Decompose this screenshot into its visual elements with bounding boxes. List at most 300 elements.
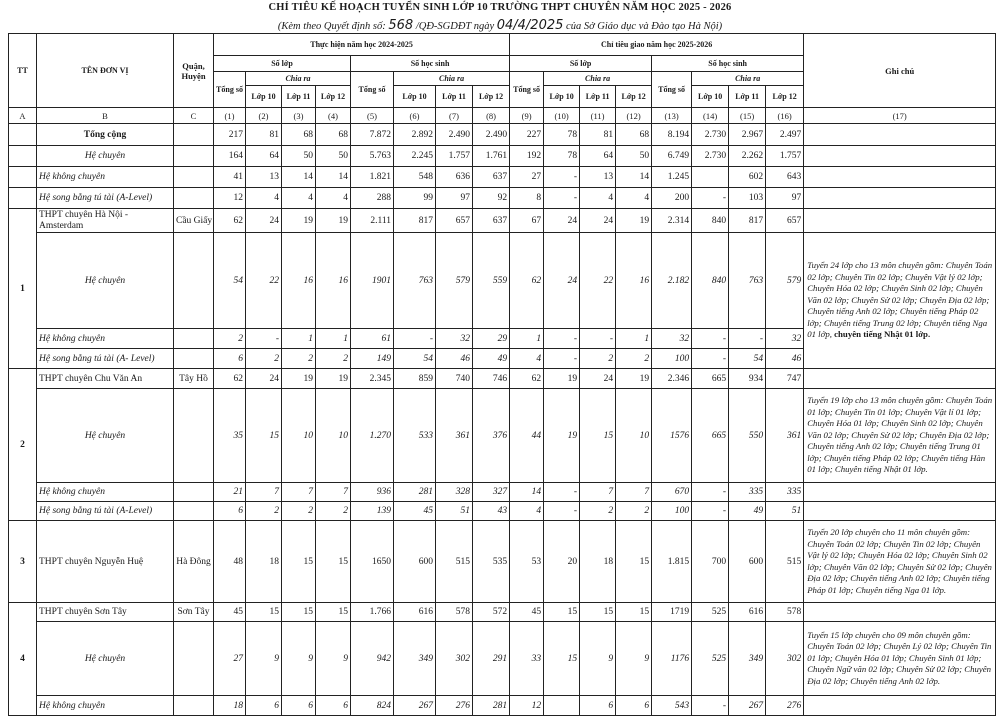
header-tong-so-1: Tổng số bbox=[214, 72, 246, 108]
value-cell-col-2: 18 bbox=[246, 521, 282, 603]
value-cell-col-1: 62 bbox=[214, 209, 246, 233]
value-cell-col-11: 13 bbox=[580, 167, 616, 188]
value-cell-col-12: 7 bbox=[616, 483, 652, 502]
value-cell-col-7: 515 bbox=[436, 521, 473, 603]
note-cell bbox=[804, 369, 996, 389]
page-title: CHỈ TIÊU KẾ HOẠCH TUYỂN SINH LỚP 10 TRƯỜNG THPT CHUYÊN NĂM HỌC 2025 - 2026 bbox=[268, 2, 732, 13]
value-cell-col-7: 302 bbox=[436, 622, 473, 696]
value-cell-col-9: 4 bbox=[510, 349, 544, 369]
note-cell bbox=[804, 188, 996, 209]
value-cell-col-2: 7 bbox=[246, 483, 282, 502]
value-cell-col-12: 2 bbox=[616, 349, 652, 369]
value-cell-col-16: 276 bbox=[766, 696, 804, 716]
note-text: Tuyển 15 lớp chuyên cho 09 môn chuyên gồm: Chuyên Toán 02 lớp; Chuyên Lý 02 lớp; Chuyên Tin 01 lớp; Chuyên Hóa 01 lớp; Chuyên Sinh 01 lớp; Chuyên Ngữ văn 02 lớp; Chuyên Sử 02 lớp; Chuyên Địa 02 lớp; Chuyên tiếng Anh 02 lớp. bbox=[807, 629, 992, 686]
value-cell-col-12: 1 bbox=[616, 329, 652, 349]
note-cell bbox=[804, 124, 996, 146]
column-letter-row: A B C (1) (2) (3) (4) (5) (6) (7) (8) (9) (10) (11) (12) (13) (14) (15) (16) (17) bbox=[9, 108, 996, 124]
subtitle-mid: /QĐ-SGDĐT ngày bbox=[415, 21, 495, 32]
header-chia-ra-3: Chia ra bbox=[544, 72, 652, 86]
value-cell-col-13: 100 bbox=[652, 502, 692, 521]
value-cell-col-4: 10 bbox=[316, 389, 351, 483]
value-cell-col-3: 50 bbox=[282, 146, 316, 167]
header-chia-ra-4: Chia ra bbox=[692, 72, 804, 86]
header-so-lop-b: Số lớp bbox=[510, 56, 652, 72]
header-tong-so-3: Tổng số bbox=[510, 72, 544, 108]
value-cell-col-13: 1.245 bbox=[652, 167, 692, 188]
value-cell-col-1: 6 bbox=[214, 349, 246, 369]
value-cell-col-16: 51 bbox=[766, 502, 804, 521]
header-lop11: Lớp 11 bbox=[436, 86, 473, 108]
value-cell-col-11: 15 bbox=[580, 603, 616, 622]
header-lop10: Lớp 10 bbox=[544, 86, 580, 108]
value-cell-col-3: 10 bbox=[282, 389, 316, 483]
value-cell-col-14: - bbox=[692, 502, 729, 521]
value-cell-col-8: 281 bbox=[473, 696, 510, 716]
value-cell-col-10: 78 bbox=[544, 124, 580, 146]
value-cell-col-6: 817 bbox=[394, 209, 436, 233]
value-cell-col-11: 24 bbox=[580, 209, 616, 233]
value-cell-col-13: 100 bbox=[652, 349, 692, 369]
value-cell-col-5: 1.766 bbox=[351, 603, 394, 622]
district: Cầu Giấy bbox=[174, 209, 214, 233]
value-cell-col-4: 15 bbox=[316, 603, 351, 622]
value-cell-col-1: 27 bbox=[214, 622, 246, 696]
header-period-actual: Thực hiện năm học 2024-2025 bbox=[214, 34, 510, 56]
value-cell-col-3: 19 bbox=[282, 369, 316, 389]
value-cell-col-5: 936 bbox=[351, 483, 394, 502]
header-tt: TT bbox=[9, 34, 37, 108]
row-index: 4 bbox=[9, 603, 37, 716]
header-lop10: Lớp 10 bbox=[246, 86, 282, 108]
header-district: Quận, Huyện bbox=[174, 34, 214, 108]
value-cell-col-7: 636 bbox=[436, 167, 473, 188]
value-cell-col-2: 2 bbox=[246, 349, 282, 369]
value-cell-col-15: 335 bbox=[729, 483, 766, 502]
note-text: Tuyển 19 lớp cho 13 môn chuyên gồm: Chuyên Toán 01 lớp; Chuyên Tin 01 lớp; Chuyên Vật lí 01 lớp; Chuyên Hóa 01 lớp; Chuyên Sinh 02 lớp; Chuyên Văn 02 lớp; Chuyên Sử 02 lớp; Chuyên Địa 02 lớp; Chuyên tiếng Anh 02 lớp; Chuyên tiếng Trung 01 lớp; Chuyên tiếng Pháp 02 lớp; Chuyên tiếng Hàn 01 lớp; Chuyên tiếng Nhật 01 lớp. bbox=[807, 395, 993, 475]
value-cell-col-12: 14 bbox=[616, 167, 652, 188]
value-cell-col-14: 2.730 bbox=[692, 146, 729, 167]
unit-name: Hệ chuyên bbox=[37, 389, 174, 483]
unit-name: Hệ song bằng tú tài (A-Level) bbox=[37, 188, 174, 209]
value-cell-col-16: 515 bbox=[766, 521, 804, 603]
row-index: 3 bbox=[9, 521, 37, 603]
value-cell-col-13: 8.194 bbox=[652, 124, 692, 146]
value-cell-col-11: 9 bbox=[580, 622, 616, 696]
value-cell-col-15: 49 bbox=[729, 502, 766, 521]
value-cell-col-2: 2 bbox=[246, 502, 282, 521]
value-cell-col-10: - bbox=[544, 483, 580, 502]
value-cell-col-5: 2.345 bbox=[351, 369, 394, 389]
header-lop10: Lớp 10 bbox=[394, 86, 436, 108]
value-cell-col-3: 19 bbox=[282, 209, 316, 233]
value-cell-col-3: 1 bbox=[282, 329, 316, 349]
value-cell-col-8: 376 bbox=[473, 389, 510, 483]
header-lop12: Lớp 12 bbox=[316, 86, 351, 108]
table-row bbox=[9, 167, 996, 188]
value-cell-col-9: 53 bbox=[510, 521, 544, 603]
value-cell-col-12: 10 bbox=[616, 389, 652, 483]
value-cell-col-9: 192 bbox=[510, 146, 544, 167]
value-cell-col-7: 2.490 bbox=[436, 124, 473, 146]
value-cell-col-12: 15 bbox=[616, 603, 652, 622]
value-cell-col-10 bbox=[544, 696, 580, 716]
value-cell-col-15: 2.967 bbox=[729, 124, 766, 146]
unit-name: Hệ song bằng tú tài (A-Level) bbox=[37, 502, 174, 521]
value-cell-col-15: 349 bbox=[729, 622, 766, 696]
value-cell-col-8: 43 bbox=[473, 502, 510, 521]
value-cell-col-4: 16 bbox=[316, 233, 351, 329]
value-cell-col-6: 281 bbox=[394, 483, 436, 502]
value-cell-col-4: 9 bbox=[316, 622, 351, 696]
value-cell-col-11: 64 bbox=[580, 146, 616, 167]
value-cell-col-9: 45 bbox=[510, 603, 544, 622]
note-cell bbox=[804, 233, 996, 369]
value-cell-col-13: 2.346 bbox=[652, 369, 692, 389]
value-cell-col-1: 54 bbox=[214, 233, 246, 329]
value-cell-col-2: 22 bbox=[246, 233, 282, 329]
value-cell-col-11: 24 bbox=[580, 369, 616, 389]
value-cell-col-15: 763 bbox=[729, 233, 766, 329]
note-text-bold: chuyên tiếng Nhật 01 lớp. bbox=[834, 329, 931, 340]
table-row bbox=[9, 502, 996, 521]
header-unit: TÊN ĐƠN VỊ bbox=[37, 34, 174, 108]
value-cell-col-10: 24 bbox=[544, 233, 580, 329]
header-period-target: Chỉ tiêu giao năm học 2025-2026 bbox=[510, 34, 804, 56]
value-cell-col-13: 670 bbox=[652, 483, 692, 502]
value-cell-col-1: 217 bbox=[214, 124, 246, 146]
value-cell-col-11: 4 bbox=[580, 188, 616, 209]
value-cell-col-16: 361 bbox=[766, 389, 804, 483]
value-cell-col-15: 817 bbox=[729, 209, 766, 233]
header-lop11: Lớp 11 bbox=[580, 86, 616, 108]
value-cell-col-10: - bbox=[544, 167, 580, 188]
value-cell-col-4: 4 bbox=[316, 188, 351, 209]
unit-name: Tổng cộng bbox=[37, 124, 174, 146]
value-cell-col-16: 2.497 bbox=[766, 124, 804, 146]
value-cell-col-1: 12 bbox=[214, 188, 246, 209]
value-cell-col-13: 543 bbox=[652, 696, 692, 716]
value-cell-col-14: 665 bbox=[692, 369, 729, 389]
value-cell-col-13: 200 bbox=[652, 188, 692, 209]
value-cell-col-16: 335 bbox=[766, 483, 804, 502]
value-cell-col-12: 19 bbox=[616, 209, 652, 233]
value-cell-col-16: 579 bbox=[766, 233, 804, 329]
value-cell-col-2: 64 bbox=[246, 146, 282, 167]
note-cell bbox=[804, 603, 996, 622]
unit-name: Hệ không chuyên bbox=[37, 167, 174, 188]
value-cell-col-2: 6 bbox=[246, 696, 282, 716]
value-cell-col-8: 49 bbox=[473, 349, 510, 369]
value-cell-col-16: 578 bbox=[766, 603, 804, 622]
value-cell-col-3: 68 bbox=[282, 124, 316, 146]
value-cell-col-5: 1.821 bbox=[351, 167, 394, 188]
value-cell-col-6: 99 bbox=[394, 188, 436, 209]
value-cell-col-8: 92 bbox=[473, 188, 510, 209]
value-cell-col-2: 4 bbox=[246, 188, 282, 209]
district: Hà Đông bbox=[174, 521, 214, 603]
value-cell-col-13: 2.314 bbox=[652, 209, 692, 233]
value-cell-col-6: 533 bbox=[394, 389, 436, 483]
value-cell-col-14: - bbox=[692, 329, 729, 349]
value-cell-col-15: 2.262 bbox=[729, 146, 766, 167]
value-cell-col-1: 6 bbox=[214, 502, 246, 521]
value-cell-col-3: 9 bbox=[282, 622, 316, 696]
value-cell-col-1: 35 bbox=[214, 389, 246, 483]
value-cell-col-5: 824 bbox=[351, 696, 394, 716]
value-cell-col-10: 19 bbox=[544, 369, 580, 389]
table-row bbox=[9, 622, 996, 696]
value-cell-col-4: 6 bbox=[316, 696, 351, 716]
value-cell-col-2: - bbox=[246, 329, 282, 349]
value-cell-col-3: 14 bbox=[282, 167, 316, 188]
unit-name: Hệ không chuyên bbox=[37, 329, 174, 349]
value-cell-col-15: 54 bbox=[729, 349, 766, 369]
unit-name: Hệ không chuyên bbox=[37, 483, 174, 502]
value-cell-col-12: 50 bbox=[616, 146, 652, 167]
unit-name: THPT chuyên Chu Văn An bbox=[37, 369, 174, 389]
value-cell-col-10: 15 bbox=[544, 603, 580, 622]
value-cell-col-8: 291 bbox=[473, 622, 510, 696]
value-cell-col-4: 15 bbox=[316, 521, 351, 603]
value-cell-col-4: 7 bbox=[316, 483, 351, 502]
value-cell-col-13: 1.815 bbox=[652, 521, 692, 603]
value-cell-col-1: 45 bbox=[214, 603, 246, 622]
value-cell-col-14: 700 bbox=[692, 521, 729, 603]
value-cell-col-6: 2.245 bbox=[394, 146, 436, 167]
value-cell-col-15: 934 bbox=[729, 369, 766, 389]
row-index: 2 bbox=[9, 369, 37, 521]
value-cell-col-6: 267 bbox=[394, 696, 436, 716]
value-cell-col-12: 16 bbox=[616, 233, 652, 329]
value-cell-col-3: 2 bbox=[282, 502, 316, 521]
value-cell-col-6: 600 bbox=[394, 521, 436, 603]
value-cell-col-6: 548 bbox=[394, 167, 436, 188]
value-cell-col-1: 21 bbox=[214, 483, 246, 502]
value-cell-col-6: 45 bbox=[394, 502, 436, 521]
header-lop12: Lớp 12 bbox=[766, 86, 804, 108]
value-cell-col-9: 67 bbox=[510, 209, 544, 233]
table-row bbox=[9, 209, 996, 233]
value-cell-col-12: 19 bbox=[616, 369, 652, 389]
note-cell bbox=[804, 146, 996, 167]
header-row-1 bbox=[9, 34, 996, 56]
value-cell-col-7: 578 bbox=[436, 603, 473, 622]
value-cell-col-1: 41 bbox=[214, 167, 246, 188]
value-cell-col-16: 1.757 bbox=[766, 146, 804, 167]
value-cell-col-6: 859 bbox=[394, 369, 436, 389]
value-cell-col-7: 276 bbox=[436, 696, 473, 716]
value-cell-col-10: 19 bbox=[544, 389, 580, 483]
value-cell-col-12: 2 bbox=[616, 502, 652, 521]
value-cell-col-9: 14 bbox=[510, 483, 544, 502]
value-cell-col-8: 29 bbox=[473, 329, 510, 349]
value-cell-col-13: 1719 bbox=[652, 603, 692, 622]
table-row bbox=[9, 124, 996, 146]
value-cell-col-16: 46 bbox=[766, 349, 804, 369]
value-cell-col-9: 33 bbox=[510, 622, 544, 696]
value-cell-col-4: 14 bbox=[316, 167, 351, 188]
note-cell bbox=[804, 696, 996, 716]
row-index: 1 bbox=[9, 209, 37, 369]
note-cell bbox=[804, 389, 996, 483]
value-cell-col-7: 657 bbox=[436, 209, 473, 233]
value-cell-col-14: 525 bbox=[692, 603, 729, 622]
value-cell-col-2: 15 bbox=[246, 603, 282, 622]
value-cell-col-6: 2.892 bbox=[394, 124, 436, 146]
value-cell-col-15: 103 bbox=[729, 188, 766, 209]
value-cell-col-13: 1176 bbox=[652, 622, 692, 696]
value-cell-col-11: 6 bbox=[580, 696, 616, 716]
value-cell-col-6: - bbox=[394, 329, 436, 349]
header-lop12: Lớp 12 bbox=[616, 86, 652, 108]
value-cell-col-2: 24 bbox=[246, 369, 282, 389]
value-cell-col-16: 643 bbox=[766, 167, 804, 188]
value-cell-col-5: 149 bbox=[351, 349, 394, 369]
value-cell-col-7: 740 bbox=[436, 369, 473, 389]
value-cell-col-3: 16 bbox=[282, 233, 316, 329]
header-lop12: Lớp 12 bbox=[473, 86, 510, 108]
value-cell-col-3: 2 bbox=[282, 349, 316, 369]
note-cell bbox=[804, 502, 996, 521]
value-cell-col-1: 18 bbox=[214, 696, 246, 716]
value-cell-col-10: 78 bbox=[544, 146, 580, 167]
value-cell-col-15: 616 bbox=[729, 603, 766, 622]
decision-number: 568 bbox=[388, 18, 414, 33]
value-cell-col-5: 2.111 bbox=[351, 209, 394, 233]
value-cell-col-11: 15 bbox=[580, 389, 616, 483]
value-cell-col-5: 288 bbox=[351, 188, 394, 209]
district: Tây Hồ bbox=[174, 369, 214, 389]
value-cell-col-16: 97 bbox=[766, 188, 804, 209]
value-cell-col-10: - bbox=[544, 329, 580, 349]
value-cell-col-14: 840 bbox=[692, 209, 729, 233]
value-cell-col-1: 62 bbox=[214, 369, 246, 389]
value-cell-col-5: 1650 bbox=[351, 521, 394, 603]
value-cell-col-16: 302 bbox=[766, 622, 804, 696]
value-cell-col-14: - bbox=[692, 188, 729, 209]
value-cell-col-8: 1.761 bbox=[473, 146, 510, 167]
value-cell-col-10: 24 bbox=[544, 209, 580, 233]
value-cell-col-15: 600 bbox=[729, 521, 766, 603]
value-cell-col-9: 4 bbox=[510, 502, 544, 521]
value-cell-col-5: 5.763 bbox=[351, 146, 394, 167]
value-cell-col-7: 579 bbox=[436, 233, 473, 329]
value-cell-col-2: 15 bbox=[246, 389, 282, 483]
value-cell-col-12: 68 bbox=[616, 124, 652, 146]
value-cell-col-12: 9 bbox=[616, 622, 652, 696]
note-cell bbox=[804, 209, 996, 233]
value-cell-col-16: 747 bbox=[766, 369, 804, 389]
value-cell-col-14: 525 bbox=[692, 622, 729, 696]
value-cell-col-13: 6.749 bbox=[652, 146, 692, 167]
value-cell-col-12: 6 bbox=[616, 696, 652, 716]
table-row bbox=[9, 696, 996, 716]
unit-name: Hệ không chuyên bbox=[37, 696, 174, 716]
value-cell-col-10: 15 bbox=[544, 622, 580, 696]
table-row bbox=[9, 603, 996, 622]
enrollment-table bbox=[8, 33, 996, 716]
table-row bbox=[9, 188, 996, 209]
value-cell-col-9: 62 bbox=[510, 233, 544, 329]
table-row bbox=[9, 483, 996, 502]
value-cell-col-7: 97 bbox=[436, 188, 473, 209]
value-cell-col-5: 1901 bbox=[351, 233, 394, 329]
value-cell-col-14: - bbox=[692, 349, 729, 369]
value-cell-col-12: 15 bbox=[616, 521, 652, 603]
value-cell-col-6: 54 bbox=[394, 349, 436, 369]
table-row bbox=[9, 146, 996, 167]
value-cell-col-14 bbox=[692, 167, 729, 188]
value-cell-col-6: 349 bbox=[394, 622, 436, 696]
value-cell-col-11: 22 bbox=[580, 233, 616, 329]
value-cell-col-3: 7 bbox=[282, 483, 316, 502]
value-cell-col-5: 942 bbox=[351, 622, 394, 696]
header-so-lop-a: Số lớp bbox=[214, 56, 351, 72]
value-cell-col-3: 6 bbox=[282, 696, 316, 716]
value-cell-col-15: 550 bbox=[729, 389, 766, 483]
value-cell-col-8: 327 bbox=[473, 483, 510, 502]
value-cell-col-10: - bbox=[544, 188, 580, 209]
value-cell-col-9: 227 bbox=[510, 124, 544, 146]
value-cell-col-9: 62 bbox=[510, 369, 544, 389]
district: Sơn Tây bbox=[174, 603, 214, 622]
value-cell-col-5: 1.270 bbox=[351, 389, 394, 483]
value-cell-col-15: 267 bbox=[729, 696, 766, 716]
value-cell-col-7: 51 bbox=[436, 502, 473, 521]
unit-name: THPT chuyên Nguyễn Huệ bbox=[37, 521, 174, 603]
value-cell-col-7: 1.757 bbox=[436, 146, 473, 167]
value-cell-col-4: 2 bbox=[316, 349, 351, 369]
value-cell-col-11: 2 bbox=[580, 502, 616, 521]
value-cell-col-16: 657 bbox=[766, 209, 804, 233]
header-tong-so-2: Tổng số bbox=[351, 72, 394, 108]
value-cell-col-13: 1576 bbox=[652, 389, 692, 483]
value-cell-col-2: 81 bbox=[246, 124, 282, 146]
value-cell-col-11: 18 bbox=[580, 521, 616, 603]
note-cell bbox=[804, 483, 996, 502]
value-cell-col-6: 763 bbox=[394, 233, 436, 329]
value-cell-col-14: 665 bbox=[692, 389, 729, 483]
value-cell-col-11: 81 bbox=[580, 124, 616, 146]
value-cell-col-13: 2.182 bbox=[652, 233, 692, 329]
unit-name: THPT chuyên Hà Nội - Amsterdam bbox=[37, 209, 174, 233]
subtitle-suffix: của Sở Giáo dục và Đào tạo Hà Nội) bbox=[566, 21, 723, 32]
value-cell-col-3: 15 bbox=[282, 521, 316, 603]
value-cell-col-2: 9 bbox=[246, 622, 282, 696]
value-cell-col-11: - bbox=[580, 329, 616, 349]
unit-name: Hệ chuyên bbox=[37, 622, 174, 696]
value-cell-col-9: 44 bbox=[510, 389, 544, 483]
value-cell-col-4: 50 bbox=[316, 146, 351, 167]
value-cell-col-10: - bbox=[544, 349, 580, 369]
value-cell-col-3: 15 bbox=[282, 603, 316, 622]
value-cell-col-14: 840 bbox=[692, 233, 729, 329]
header-lop11: Lớp 11 bbox=[729, 86, 766, 108]
value-cell-col-7: 32 bbox=[436, 329, 473, 349]
value-cell-col-10: 20 bbox=[544, 521, 580, 603]
table-row bbox=[9, 369, 996, 389]
value-cell-col-1: 48 bbox=[214, 521, 246, 603]
value-cell-col-4: 19 bbox=[316, 209, 351, 233]
value-cell-col-8: 637 bbox=[473, 209, 510, 233]
value-cell-col-8: 572 bbox=[473, 603, 510, 622]
header-chia-ra-2: Chia ra bbox=[394, 72, 510, 86]
value-cell-col-11: 7 bbox=[580, 483, 616, 502]
header-so-hs-a: Số học sinh bbox=[351, 56, 510, 72]
value-cell-col-8: 535 bbox=[473, 521, 510, 603]
value-cell-col-4: 68 bbox=[316, 124, 351, 146]
value-cell-col-8: 637 bbox=[473, 167, 510, 188]
